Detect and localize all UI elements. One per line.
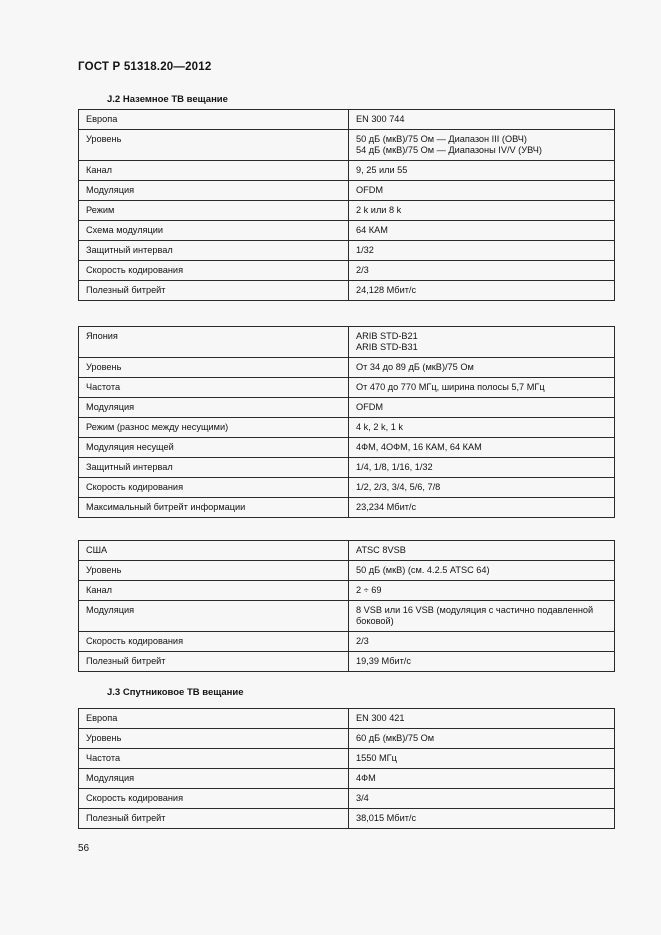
parameter-cell: Режим (разнос между несущими) [79,418,349,438]
parameter-cell: Модуляция несущей [79,438,349,458]
table-row [79,478,615,498]
table-row [79,458,615,478]
parameter-cell: Скорость кодирования [79,789,349,809]
table-terrestrial-japan [78,326,615,518]
parameter-cell: Полезный битрейт [79,281,349,301]
parameter-cell: Модуляция [79,181,349,201]
table-row [79,241,615,261]
value-cell: ATSC 8VSB [349,541,615,561]
value-cell: 60 дБ (мкВ)/75 Ом [349,729,615,749]
parameter-cell: Защитный интервал [79,458,349,478]
parameter-cell: Частота [79,378,349,398]
table-row [79,261,615,281]
value-cell: OFDM [349,181,615,201]
parameter-cell: Защитный интервал [79,241,349,261]
table-row [79,130,615,161]
table-row [79,378,615,398]
table-row [79,652,615,672]
table-row [79,201,615,221]
parameter-cell: Полезный битрейт [79,652,349,672]
table-satellite-europe [78,708,615,829]
table-row [79,809,615,829]
parameter-cell: Частота [79,749,349,769]
parameter-cell: Модуляция [79,398,349,418]
parameter-cell: Уровень [79,729,349,749]
value-cell: 2 ÷ 69 [349,581,615,601]
parameter-cell: Уровень [79,358,349,378]
parameter-cell: Схема модуляции [79,221,349,241]
table-row [79,601,615,632]
table-row [79,110,615,130]
table-row [79,769,615,789]
table-row [79,498,615,518]
value-cell: 3/4 [349,789,615,809]
parameter-cell: Скорость кодирования [79,261,349,281]
table-row [79,709,615,729]
value-cell: 50 дБ (мкВ) (см. 4.2.5 ATSC 64) [349,561,615,581]
parameter-cell: Япония [79,327,349,358]
value-cell: 4ФМ, 4ОФМ, 16 КАМ, 64 КАМ [349,438,615,458]
table-row [79,561,615,581]
page-number: 56 [78,843,90,854]
value-cell: 24,128 Мбит/с [349,281,615,301]
value-cell: 50 дБ (мкВ)/75 Ом — Диапазон III (ОВЧ) 54 дБ (мкВ)/75 Ом — Диапазоны IV/V (УВЧ) [349,130,615,161]
parameter-cell: Режим [79,201,349,221]
table-row [79,327,615,358]
table-terrestrial-europe [78,109,615,301]
section-title-j2: J.2 Наземное ТВ вещание [107,94,228,105]
table-row [79,581,615,601]
parameter-cell: Канал [79,161,349,181]
table-row [79,221,615,241]
value-cell: 1/2, 2/3, 3/4, 5/6, 7/8 [349,478,615,498]
value-cell: 1/32 [349,241,615,261]
table-row [79,541,615,561]
parameter-cell: Канал [79,581,349,601]
value-cell: 19,39 Мбит/с [349,652,615,672]
value-cell: 2/3 [349,261,615,281]
value-cell: 2/3 [349,632,615,652]
value-cell: 1/4, 1/8, 1/16, 1/32 [349,458,615,478]
table-row [79,438,615,458]
table-row [79,358,615,378]
table-row [79,161,615,181]
value-cell: OFDM [349,398,615,418]
value-cell: ARIB STD-B21 ARIB STD-B31 [349,327,615,358]
table-row [79,418,615,438]
table-terrestrial-usa [78,540,615,672]
parameter-cell: Уровень [79,130,349,161]
value-cell: 9, 25 или 55 [349,161,615,181]
table-row [79,181,615,201]
parameter-cell: Максимальный битрейт информации [79,498,349,518]
value-cell: От 34 до 89 дБ (мкВ)/75 Ом [349,358,615,378]
value-cell: 8 VSB или 16 VSB (модуляция с частично подавленной боковой) [349,601,615,632]
parameter-cell: Европа [79,709,349,729]
parameter-cell: Европа [79,110,349,130]
value-cell: 1550 МГц [349,749,615,769]
value-cell: От 470 до 770 МГц, ширина полосы 5,7 МГц [349,378,615,398]
value-cell: 4 k, 2 k, 1 k [349,418,615,438]
table-row [79,749,615,769]
value-cell: EN 300 744 [349,110,615,130]
value-cell: EN 300 421 [349,709,615,729]
value-cell: 64 КАМ [349,221,615,241]
parameter-cell: Полезный битрейт [79,809,349,829]
value-cell: 4ФМ [349,769,615,789]
document-header: ГОСТ Р 51318.20—2012 [78,61,212,73]
parameter-cell: США [79,541,349,561]
value-cell: 2 k или 8 k [349,201,615,221]
parameter-cell: Модуляция [79,769,349,789]
parameter-cell: Скорость кодирования [79,478,349,498]
table-row [79,632,615,652]
section-title-j3: J.3 Спутниковое ТВ вещание [107,687,244,698]
parameter-cell: Скорость кодирования [79,632,349,652]
parameter-cell: Уровень [79,561,349,581]
table-row [79,398,615,418]
value-cell: 23,234 Мбит/с [349,498,615,518]
value-cell: 38,015 Мбит/с [349,809,615,829]
table-row [79,281,615,301]
parameter-cell: Модуляция [79,601,349,632]
table-row [79,729,615,749]
table-row [79,789,615,809]
